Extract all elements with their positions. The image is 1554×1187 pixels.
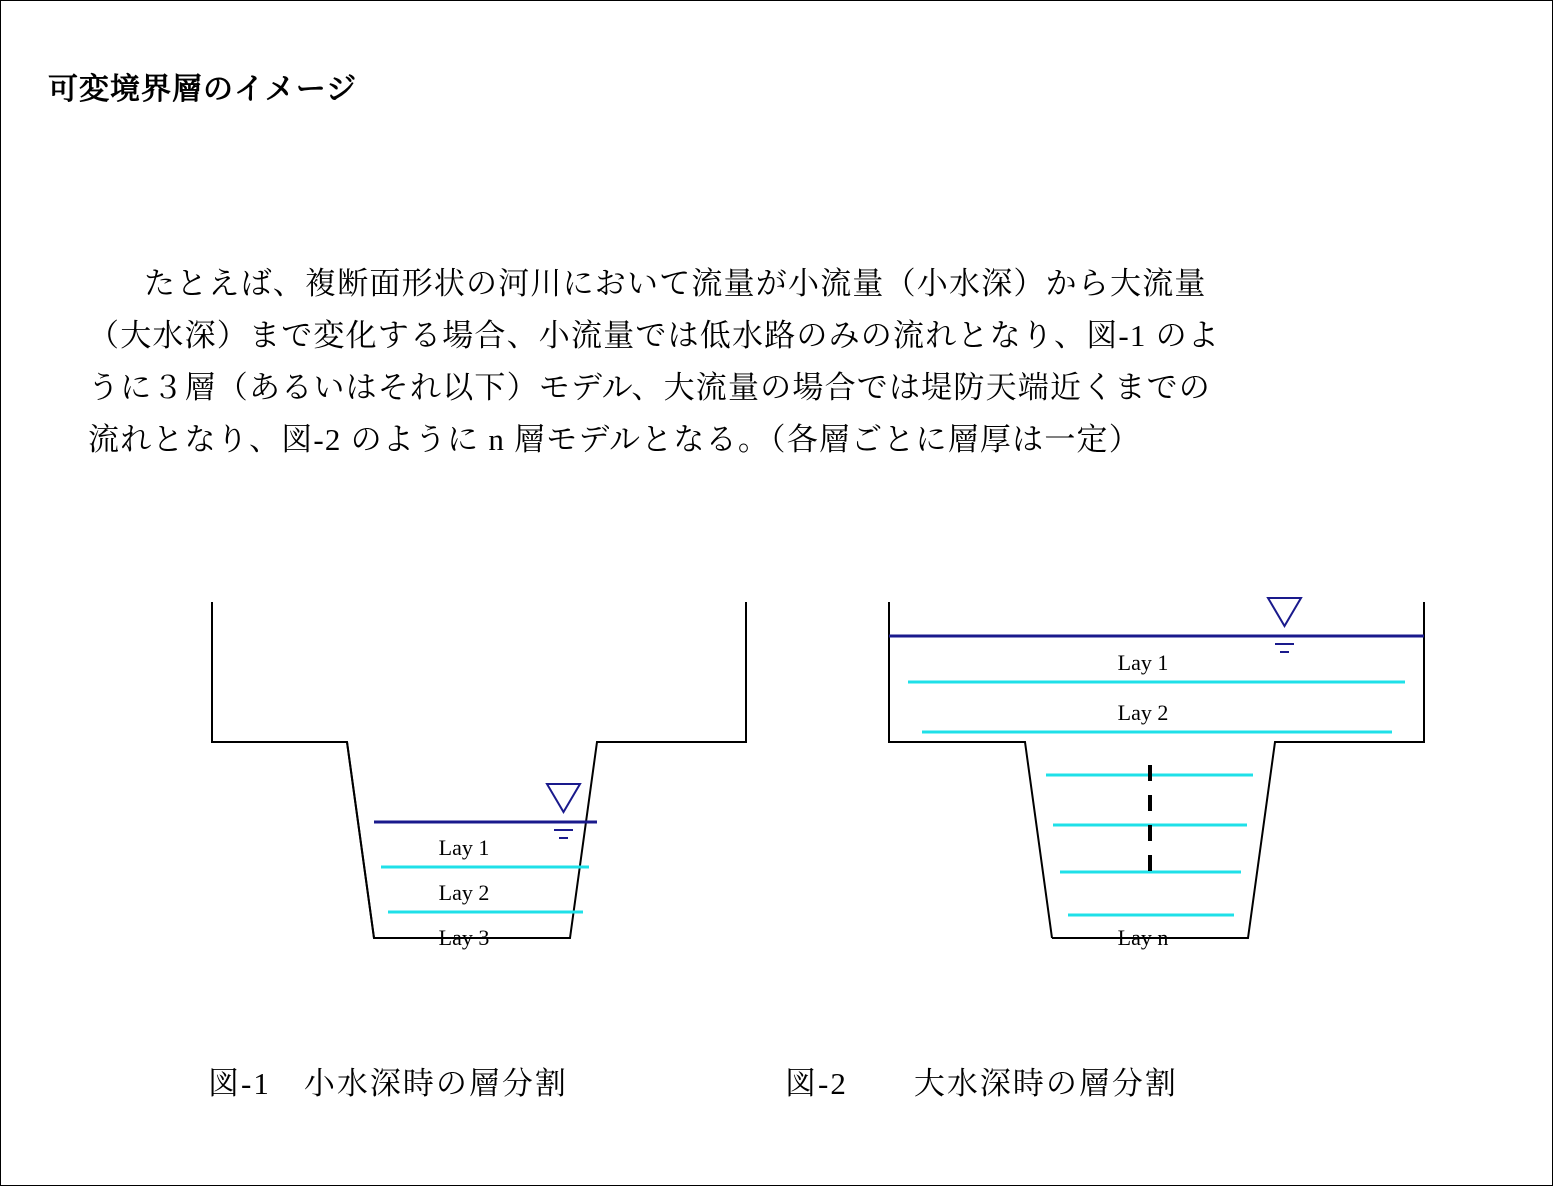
body-paragraph-line-4: 流れとなり、図-2 のように n 層モデルとなる。（各層ごとに層厚は一定） [88, 422, 1141, 457]
channel-cross-section-outline-1 [212, 602, 403, 938]
body-text [88, 258, 1378, 466]
page-title: 可変境界層のイメージ [48, 72, 358, 107]
body-paragraph-line-2: （大水深）まで変化する場合、小流量では低水路のみの流れとなり、図-1 のよ [88, 318, 1220, 353]
figure-2-layer-label-2: Lay 2 [1117, 700, 1169, 725]
channel-bed-outline-1 [374, 602, 746, 938]
body-paragraph-line-1: たとえば、複断面形状の河川において流量が小流量（小水深）から大流量 [144, 266, 1207, 301]
channel-left-slope-1 [347, 742, 374, 938]
figure-2-layer-label-n: Lay n [1117, 925, 1169, 950]
figure-1-layer-label-3: Lay 3 [438, 925, 490, 950]
figure-1-layer-label-1: Lay 1 [438, 835, 490, 860]
water-surface-triangle-icon-2 [1268, 598, 1301, 652]
figure-2-layer-label-1: Lay 1 [1117, 650, 1169, 675]
body-paragraph-line-3: うに３層（あるいはそれ以下）モデル、大流量の場合では堤防天端近くまでの [88, 370, 1211, 405]
figure-1-caption: 図-1 小水深時の層分割 [208, 1066, 568, 1101]
water-surface-triangle-icon-1 [547, 784, 580, 838]
figure-2-diagram [889, 598, 1424, 938]
figures-svg [0, 560, 1554, 1120]
figures-container [0, 560, 1554, 1120]
figure-1-layer-label-2: Lay 2 [438, 880, 490, 905]
channel-cross-section-outline-2 [889, 602, 1052, 938]
channel-bed-outline-2 [1052, 602, 1424, 938]
figure-2-caption: 図-2 大水深時の層分割 [785, 1066, 1178, 1101]
